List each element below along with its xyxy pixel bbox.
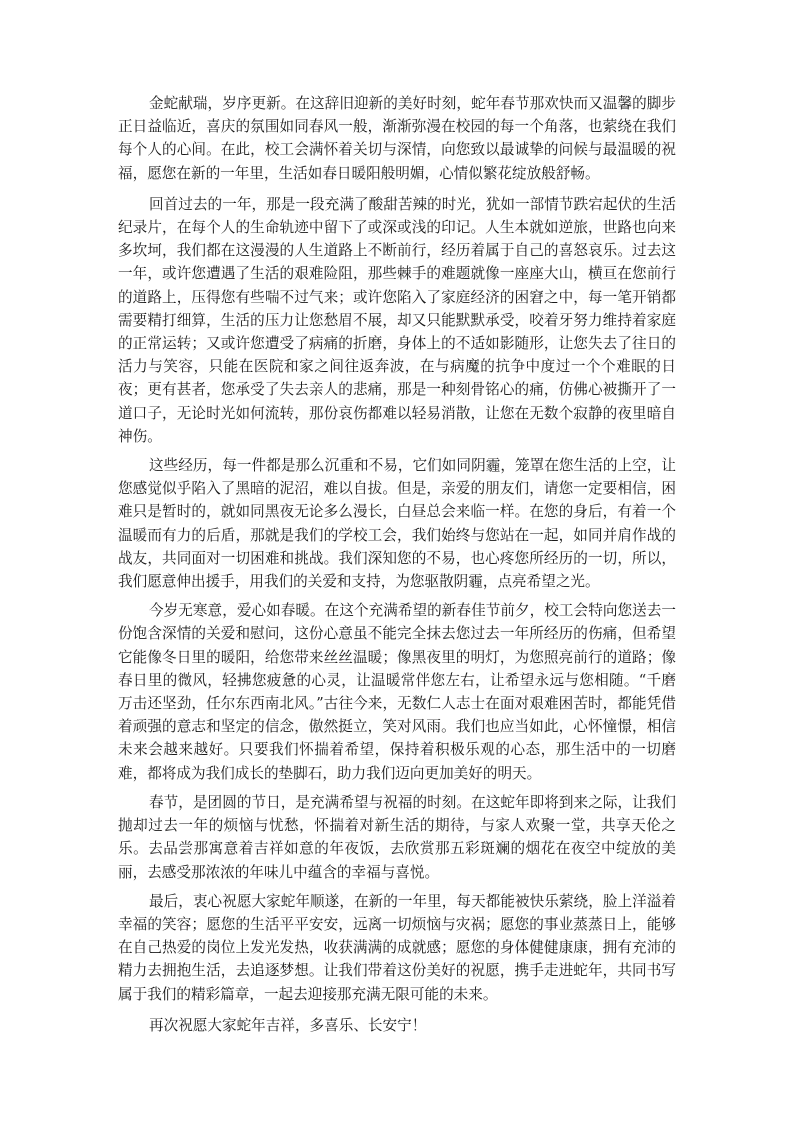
paragraph-closing: 再次祝愿大家蛇年吉祥，多喜乐、长安宁！ <box>149 1016 427 1034</box>
paragraph-wishes: 最后，衷心祝愿大家蛇年顺遂，在新的一年里，每天都能被快乐萦绕，脸上洋溢着幸福的笑容；愿您的生活平平安安，远离一切烦恼与灾祸；愿您的事业蒸蒸日上，能够在自己热爱的岗位上发光发热，收获满满的成就感；愿您的身体健健康康，拥有充沛的精力去拥抱生活，去追逐梦想。让我们带着这份美好的祝愿，携手走进蛇年，共同书写属于我们的精彩篇章，一起去迎接那充满无限可能的未来。 <box>118 892 676 1003</box>
document-body <box>118 92 676 1037</box>
paragraph-spring-festival: 春节，是团圆的节日，是充满希望与祝福的时刻。在这蛇年即将到来之际，让我们抛却过去一年的烦恼与忧愁，怀揣着对新生活的期待，与家人欢聚一堂，共享天伦之乐。去品尝那寓意着吉祥如意的年夜饭，去欣赏那五彩斑斓的烟花在夜空中绽放的美丽，去感受那浓浓的年味儿中蕴含的幸福与喜悦。 <box>118 793 676 881</box>
paragraph-encouragement: 这些经历，每一件都是那么沉重和不易，它们如同阴霾，笼罩在您生活的上空，让您感觉似乎陷入了黑暗的泥沼，难以自拔。但是，亲爱的朋友们，请您一定要相信，困难只是暂时的，就如同黑夜无论多么漫长，白昼总会来临一样。在您的身后，有着一个温暖而有力的后盾，那就是我们的学校工会，我们始终与您站在一起，如同并肩作战的战友，共同面对一切困难和挑战。我们深知您的不易，也心疼您所经历的一切，所以，我们愿意伸出援手，用我们的关爱和支持，为您驱散阴霾，点亮希望之光。 <box>118 457 676 591</box>
paragraph-review-of-year: 回首过去的一年，那是一段充满了酸甜苦辣的时光，犹如一部情节跌宕起伏的生活纪录片，在每个人的生命轨迹中留下了或深或浅的印记。人生本就如逆旅，世路也向来多坎坷，我们都在这漫漫的人生道路上不断前行，经历着属于自己的喜怒哀乐。过去这一年，或许您遭遇了生活的艰难险阻，那些棘手的难题就像一座座大山，横亘在您前行的道路上，压得您有些喘不过气来；或许您陷入了家庭经济的困窘之中，每一笔开销都需要精打细算，生活的压力让您愁眉不展，却又只能默默承受，咬着牙努力维持着家庭的正常运转；又或许您遭受了病痛的折磨，身体上的不适如影随形，让您失去了往日的活力与笑容，只能在医院和家之间往返奔波，在与病魔的抗争中度过一个个难眠的日夜；更有甚者，您承受了失去亲人的悲痛，那是一种刻骨铭心的痛，仿佛心被撕开了一道口子，无论时光如何流转，那份哀伤都难以轻易消散，让您在无数个寂静的夜里暗自神伤。 <box>118 195 676 445</box>
paragraph-union-care: 今岁无寒意，爱心如春暖。在这个充满希望的新春佳节前夕，校工会特向您送去一份饱含深情的关爱和慰问，这份心意虽不能完全抹去您过去一年所经历的伤痛，但希望它能像冬日里的暖阳，给您带来丝丝温暖；像黑夜里的明灯，为您照亮前行的道路；像春日里的微风，轻拂您疲惫的心灵，让温暖常伴您左右，让希望永远与您相随。“千磨万击还坚劲，任尔东西南北风。”古往今来，无数仁人志士在面对艰难困苦时，都能凭借着顽强的意志和坚定的信念，傲然挺立，笑对风雨。我们也应当如此，心怀憧憬，相信未来会越来越好。只要我们怀揣着希望，保持着积极乐观的心态，那生活中的一切磨难，都将成为我们成长的垫脚石，助力我们迈向更加美好的明天。 <box>118 602 676 782</box>
paragraph-greeting: 金蛇献瑞，岁序更新。在这辞旧迎新的美好时刻，蛇年春节那欢快而又温馨的脚步正日益临近，喜庆的氛围如同春风一般，渐渐弥漫在校园的每一个角落，也萦绕在我们每个人的心间。在此，校工会满怀着关切与深情，向您致以最诚挚的问候与最温暖的祝福，愿您在新的一年里，生活如春日暖阳般明媚，心情似繁花绽放般舒畅。 <box>118 95 676 182</box>
